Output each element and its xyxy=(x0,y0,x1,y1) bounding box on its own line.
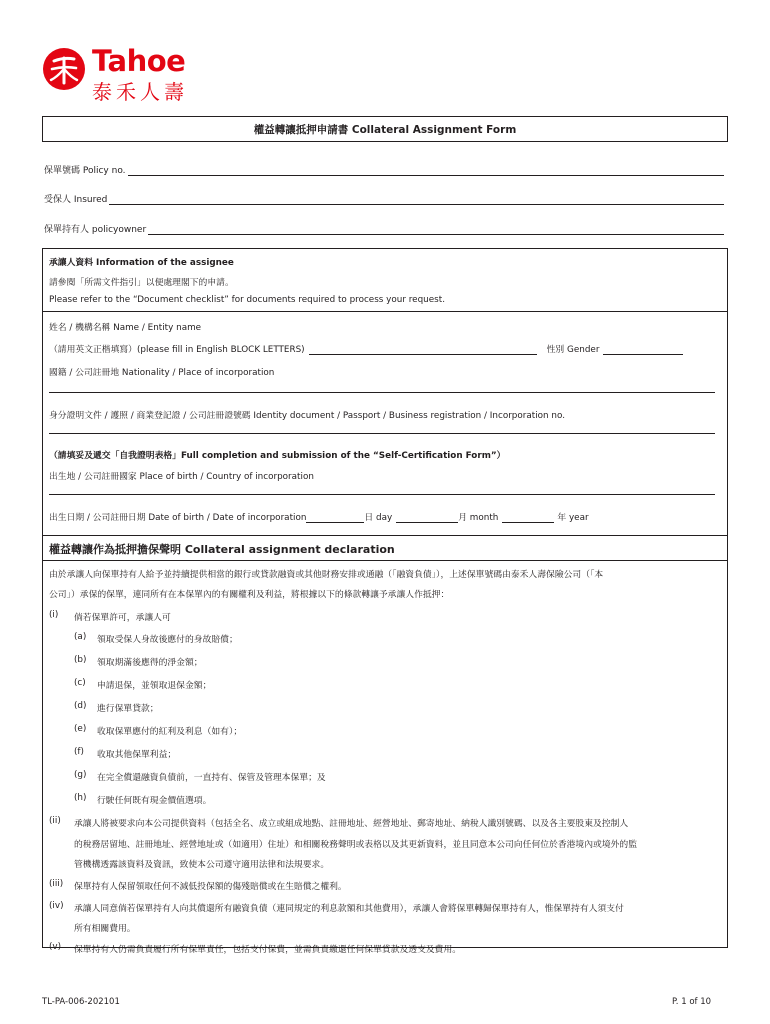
declaration-body xyxy=(43,561,727,955)
clause-ii-line-1: 承讓人將被要求向本公司提供資料（包括全名、成立或組成地點、註冊地址、經營地址、郵寄地址、納稅人識別號碼、以及各主要股東及控制人 xyxy=(74,819,629,829)
birthplace-blank[interactable] xyxy=(49,494,715,495)
declaration-intro-1: 由於承讓人向保單持有人給予並持續提供相當的銀行或貸款融資或其他財務安排或通融（「融資負債」），上述保單號碼由泰禾人壽保險公司（「本 xyxy=(49,570,604,580)
year-label: 年 year xyxy=(557,513,589,523)
dob-year-blank[interactable] xyxy=(502,513,554,523)
clause-h-num: (h) xyxy=(74,793,87,803)
form-title: 權益轉讓抵押申請書 Collateral Assignment Form xyxy=(42,116,728,142)
clause-g-text: 在完全償還融資負債前，一直持有、保管及管理本保單；及 xyxy=(97,773,326,783)
clause-v-text: 保單持有人仍需負責履行所有保單責任，包括支付保費，並需負責繳還任何保單貸款及透支及費用。 xyxy=(74,945,462,955)
clause-c-text: 申請退保，並領取退保金額； xyxy=(97,681,212,691)
dob-month-blank[interactable] xyxy=(396,513,458,523)
month-label: 月 month xyxy=(458,513,499,523)
clause-i-num: (i) xyxy=(49,610,59,620)
assignee-fields xyxy=(43,312,727,536)
clause-d-text: 進行保單貸款； xyxy=(97,704,159,714)
dob-label: 出生日期 / 公司註冊日期 Date of birth / Date of incorporation xyxy=(49,513,307,523)
declaration-header-row xyxy=(43,536,727,561)
policy-no-label: 保單號碼 Policy no. xyxy=(44,166,126,176)
declaration-intro-2: 公司」）承保的保單，連同所有在本保單內的有關權利及利益，將根據以下的條款轉讓予承讓人作抵押： xyxy=(49,590,450,600)
declaration-heading: 權益轉讓作為抵押擔保聲明 Collateral assignment declaration xyxy=(49,543,395,556)
clause-f-text: 收取其他保單利益； xyxy=(97,750,177,760)
dob-field[interactable] xyxy=(49,510,721,523)
form-code: TL-PA-006-202101 xyxy=(42,997,120,1007)
clause-v-num: (v) xyxy=(49,942,62,952)
clause-a-text: 領取受保人身故後應付的身故賠償； xyxy=(97,635,238,645)
clause-ii-line-3: 管機構透露該資料及資訊，致使本公司遵守適用法律和法規要求。 xyxy=(74,860,330,870)
clause-iv-line-1: 承讓人同意倘若保單持有人向其償還所有融資負債（連同規定的利息款額和其他費用），承讓人會將保單轉歸保單持有人，惟保單持有人須支付 xyxy=(74,904,624,914)
gender-label: 性別 Gender xyxy=(546,345,600,355)
nationality-label: 國籍 / 公司註冊地 Nationality / Place of incorporation xyxy=(49,368,275,378)
policyowner-field[interactable] xyxy=(44,222,724,235)
self-cert-note: （請填妥及遞交「自我證明表格」Full completion and submission of the “Self-Certification Form”） xyxy=(49,451,506,461)
clause-ii-line-2: 的稅務居留地、註冊地址、經營地址或（如適用）住址）和相關稅務聲明或表格以及其更新資料，並且同意本公司向任何位於香港境內或境外的監 xyxy=(74,840,638,850)
policy-no-blank[interactable] xyxy=(128,166,724,176)
clause-iv-num: (iv) xyxy=(49,901,64,911)
birthplace-label: 出生地 / 公司註冊國家 Place of birth / Country of incorporation xyxy=(49,472,314,482)
clause-f-num: (f) xyxy=(74,747,84,757)
insured-field[interactable] xyxy=(44,192,724,205)
name-label: 姓名 / 機構名稱 Name / Entity name xyxy=(49,323,202,333)
clause-iii-text: 保單持有人保留領取任何不減低投保額的傷殘賠償或在生賠償之權利。 xyxy=(74,882,347,892)
clause-g-num: (g) xyxy=(74,770,87,780)
clause-a-num: (a) xyxy=(74,632,87,642)
policyowner-blank[interactable] xyxy=(148,225,724,235)
clause-b-num: (b) xyxy=(74,655,87,665)
block-letters-label: （請用英文正楷填寫）(please fill in English BLOCK LETTERS) xyxy=(49,345,305,355)
clause-iv-line-2: 所有相關費用。 xyxy=(74,924,136,934)
insured-blank[interactable] xyxy=(109,195,724,205)
dob-day-blank[interactable] xyxy=(306,513,364,523)
day-label: 日 day xyxy=(364,513,393,523)
assignee-instruction-en: Please refer to the “Document checklist” for documents required to process your request. xyxy=(49,295,445,305)
assignee-section xyxy=(42,248,728,536)
clause-b-text: 領取期滿後應得的淨金額； xyxy=(97,658,203,668)
assignee-heading: 承讓人資料 Information of the assignee xyxy=(49,258,234,268)
gender-blank[interactable] xyxy=(603,345,683,355)
clause-h-text: 行駛任何既有現金價值選項。 xyxy=(97,796,212,806)
identity-label: 身分證明文件 / 護照 / 商業登記證 / 公司註冊證號碼 Identity document / Passport / Business registration / Incorporation no. xyxy=(49,411,566,421)
policyowner-label: 保單持有人 policyowner xyxy=(44,225,147,235)
tahoe-logo-mark-icon xyxy=(42,47,86,91)
clause-i-text: 倘若保單許可，承讓人可 xyxy=(74,613,171,623)
identity-blank[interactable] xyxy=(49,433,715,434)
clause-d-num: (d) xyxy=(74,701,87,711)
brand-name-en: Tahoe xyxy=(92,44,186,78)
name-field[interactable] xyxy=(49,342,721,355)
clause-iii-num: (iii) xyxy=(49,879,64,889)
declaration-section xyxy=(42,535,728,955)
page-number: P. 1 of 10 xyxy=(672,997,712,1007)
nationality-blank[interactable] xyxy=(49,392,715,393)
clause-c-num: (c) xyxy=(74,678,86,688)
policy-no-field[interactable] xyxy=(44,163,724,176)
brand-name-zh: 泰禾人壽 xyxy=(92,80,188,104)
clause-e-num: (e) xyxy=(74,724,87,734)
assignee-header-row xyxy=(43,249,727,312)
name-blank[interactable] xyxy=(309,345,537,355)
clause-e-text: 收取保單應付的紅利及利息（如有）； xyxy=(97,727,243,737)
clause-ii-num: (ii) xyxy=(49,816,61,826)
assignee-instruction-zh: 請參閱「所需文件指引」以便處理閣下的申請。 xyxy=(49,278,234,288)
insured-label: 受保人 Insured xyxy=(44,195,108,205)
